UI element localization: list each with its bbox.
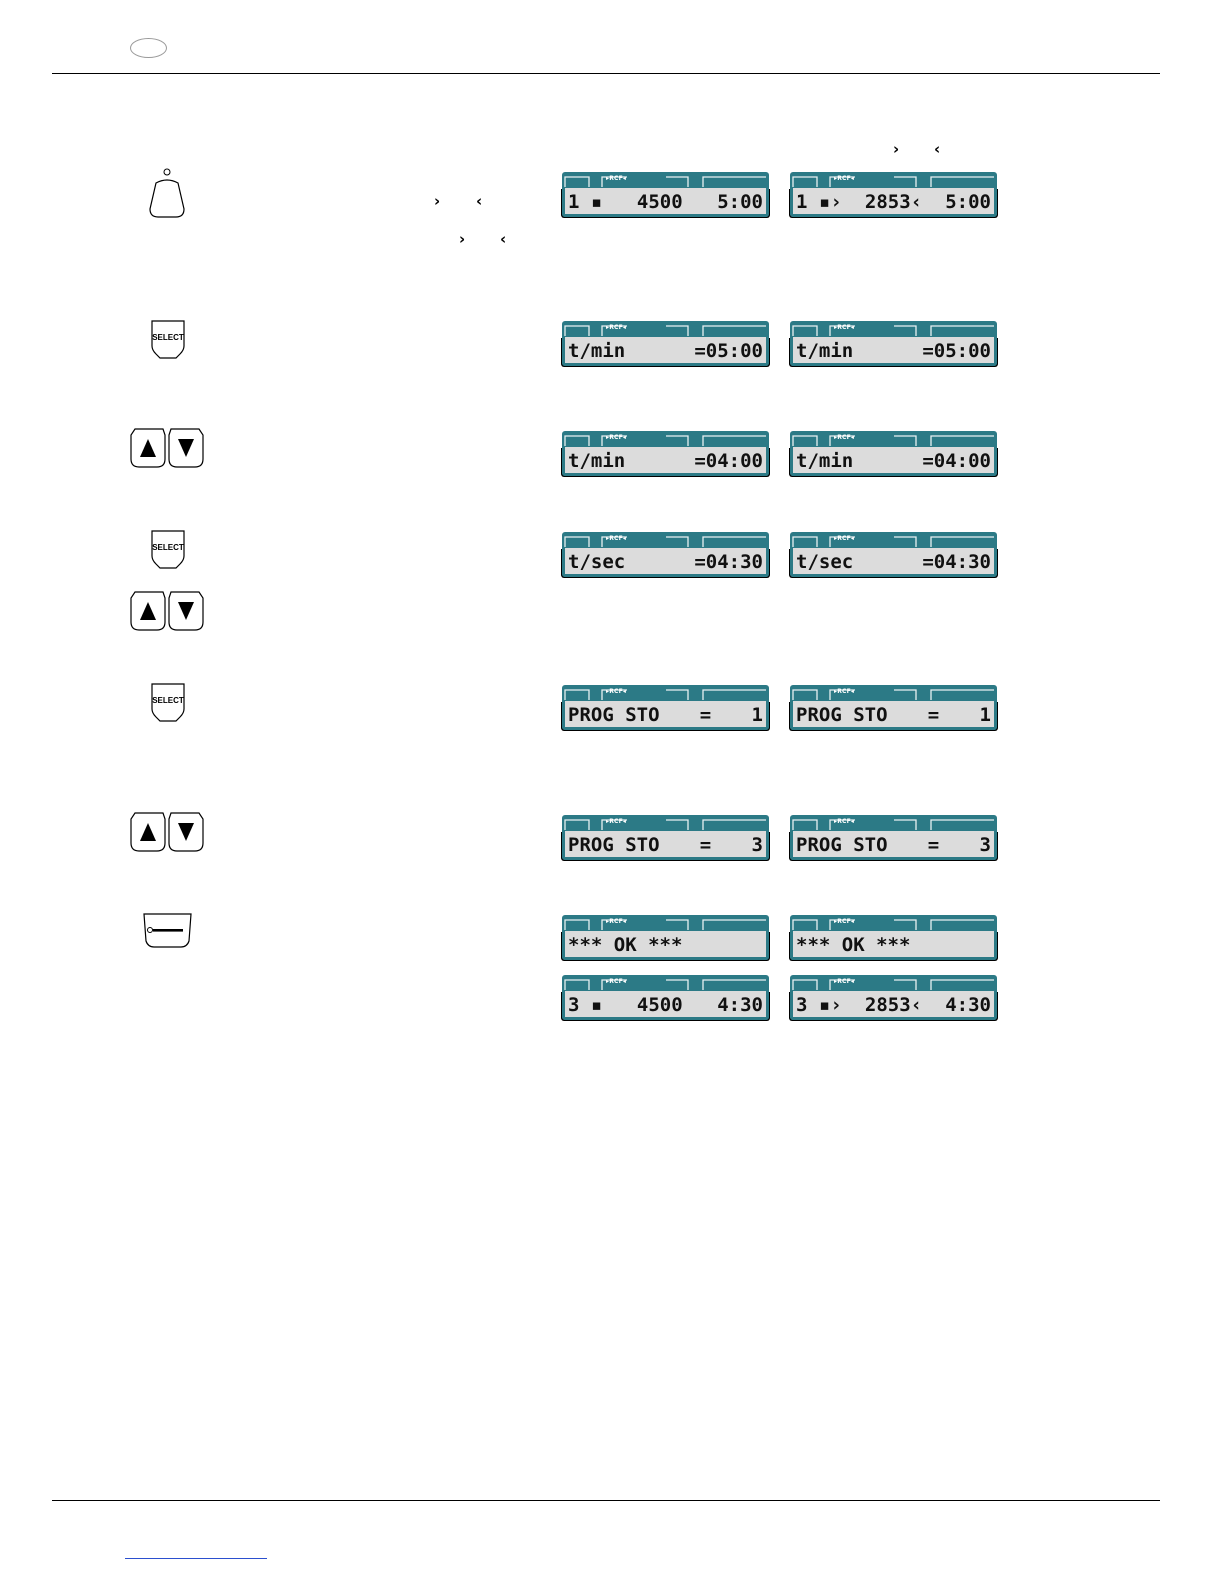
lcd-display-right xyxy=(790,815,997,860)
lcd-segment: =05:00 xyxy=(694,340,763,362)
lcd-display-left xyxy=(562,321,769,366)
lcd-segment: *** OK *** xyxy=(796,934,911,956)
lcd-tab-graphic xyxy=(790,532,997,548)
lcd-display-left xyxy=(562,532,769,577)
chevron-close-glyph: ‹ xyxy=(934,140,941,158)
select-key-label: SELECT xyxy=(152,333,184,342)
lcd-text xyxy=(796,834,991,856)
rcf-indicator: ▸RCF◂ xyxy=(606,918,627,925)
lcd-segment: t/sec xyxy=(568,551,626,573)
lcd-text xyxy=(568,450,763,472)
rcf-indicator: ▸RCF◂ xyxy=(834,688,855,695)
lcd-segment: t/min xyxy=(568,450,626,472)
rcf-indicator: ▸RCF◂ xyxy=(834,818,855,825)
lcd-segment: = xyxy=(927,834,940,856)
chevron-open-glyph: › xyxy=(459,230,466,248)
lcd-segment: 3 ▪ xyxy=(568,994,603,1016)
select-key[interactable] xyxy=(148,681,188,723)
chevron-close-glyph: ‹ xyxy=(476,192,483,210)
up-down-keys[interactable] xyxy=(129,811,207,853)
lcd-text xyxy=(796,551,991,573)
lcd-tab-graphic xyxy=(562,532,769,548)
lcd-segment: t/min xyxy=(796,450,854,472)
header-rule xyxy=(52,73,1160,74)
lcd-text xyxy=(796,450,991,472)
up-down-arrow-icon xyxy=(129,427,207,469)
lcd-segment: = xyxy=(699,834,712,856)
lcd-tab-graphic xyxy=(562,815,769,831)
lcd-segment: PROG STO xyxy=(796,704,888,726)
lcd-tab-graphic xyxy=(562,685,769,701)
select-key[interactable] xyxy=(148,528,188,570)
lcd-text xyxy=(568,834,763,856)
up-down-arrow-icon xyxy=(129,590,207,632)
lcd-text xyxy=(796,340,991,362)
footer-link-underline[interactable] xyxy=(125,1558,267,1559)
lcd-display-right xyxy=(790,685,997,730)
lcd-tab-graphic xyxy=(790,172,997,188)
rcf-indicator: ▸RCF◂ xyxy=(606,175,627,182)
rcf-indicator: ▸RCF◂ xyxy=(834,535,855,542)
lcd-display-left xyxy=(562,915,769,960)
lcd-text xyxy=(568,191,763,213)
lcd-text xyxy=(568,551,763,573)
lcd-text xyxy=(796,704,991,726)
lcd-display-right xyxy=(790,915,997,960)
lcd-tab-graphic xyxy=(790,431,997,447)
lcd-text xyxy=(568,340,763,362)
lcd-segment: 3 ▪› xyxy=(796,994,842,1016)
rcf-indicator: ▸RCF◂ xyxy=(606,434,627,441)
lcd-segment: PROG STO xyxy=(796,834,888,856)
rcf-indicator: ▸RCF◂ xyxy=(834,918,855,925)
lcd-segment: 5:00 xyxy=(717,191,763,213)
lcd-segment: *** OK *** xyxy=(568,934,683,956)
lcd-segment: 4500 xyxy=(636,994,683,1016)
rcf-indicator: ▸RCF◂ xyxy=(834,175,855,182)
lcd-segment: PROG STO xyxy=(568,834,660,856)
lcd-tab-graphic xyxy=(790,975,997,991)
lcd-segment: 2853‹ xyxy=(864,994,923,1016)
lcd-text xyxy=(568,934,763,956)
chevron-open-glyph: › xyxy=(893,140,900,158)
lcd-segment: 1 xyxy=(979,704,991,726)
lcd-tab-graphic xyxy=(562,975,769,991)
lcd-segment: 1 ▪› xyxy=(796,191,842,213)
lcd-segment: =04:00 xyxy=(694,450,763,472)
select-key[interactable] xyxy=(148,318,188,360)
select-key-label: SELECT xyxy=(152,543,184,552)
up-down-arrow-icon xyxy=(129,811,207,853)
lcd-tab-graphic xyxy=(562,431,769,447)
lcd-display-right xyxy=(790,532,997,577)
up-down-keys[interactable] xyxy=(129,427,207,469)
lcd-tab-graphic xyxy=(562,321,769,337)
lcd-display-left xyxy=(562,815,769,860)
lcd-tab-graphic xyxy=(562,915,769,931)
rcf-indicator: ▸RCF◂ xyxy=(606,688,627,695)
program-store-key-icon[interactable] xyxy=(141,911,195,951)
lcd-text xyxy=(568,704,763,726)
lcd-display-right xyxy=(790,172,997,217)
lcd-segment: =04:30 xyxy=(694,551,763,573)
lcd-segment: 3 xyxy=(979,834,991,856)
lcd-segment: =04:30 xyxy=(922,551,991,573)
chevron-open-glyph: › xyxy=(434,192,441,210)
rcf-indicator: ▸RCF◂ xyxy=(834,434,855,441)
lcd-segment: 5:00 xyxy=(945,191,991,213)
lcd-segment: = xyxy=(699,704,712,726)
lcd-segment: 2853‹ xyxy=(864,191,923,213)
lcd-segment: t/min xyxy=(796,340,854,362)
lcd-display-right xyxy=(790,431,997,476)
chevron-close-glyph: ‹ xyxy=(500,230,507,248)
lcd-segment: t/sec xyxy=(796,551,854,573)
language-badge xyxy=(130,38,167,58)
lcd-tab-graphic xyxy=(790,915,997,931)
lcd-segment: PROG STO xyxy=(568,704,660,726)
rcf-indicator: ▸RCF◂ xyxy=(834,978,855,985)
lcd-display-right xyxy=(790,321,997,366)
lcd-text xyxy=(796,191,991,213)
lcd-segment: t/min xyxy=(568,340,626,362)
lcd-segment: 1 ▪ xyxy=(568,191,603,213)
lcd-display-left xyxy=(562,431,769,476)
lcd-segment: =04:00 xyxy=(922,450,991,472)
lcd-segment: 4:30 xyxy=(717,994,763,1016)
lcd-display-left xyxy=(562,685,769,730)
lcd-segment: = xyxy=(927,704,940,726)
lcd-text xyxy=(796,934,991,956)
rcf-indicator: ▸RCF◂ xyxy=(606,978,627,985)
lcd-display-right xyxy=(790,975,997,1020)
lcd-segment: 1 xyxy=(751,704,763,726)
rcf-indicator: ▸RCF◂ xyxy=(606,324,627,331)
rcf-indicator: ▸RCF◂ xyxy=(606,818,627,825)
lcd-display-left xyxy=(562,975,769,1020)
lcd-tab-graphic xyxy=(790,321,997,337)
lcd-text xyxy=(568,994,763,1016)
lcd-tab-graphic xyxy=(562,172,769,188)
rcf-indicator: ▸RCF◂ xyxy=(606,535,627,542)
select-key-label: SELECT xyxy=(152,696,184,705)
lcd-segment: 3 xyxy=(751,834,763,856)
footer-rule xyxy=(52,1500,1160,1501)
lcd-text xyxy=(796,994,991,1016)
lcd-display-left xyxy=(562,172,769,217)
lcd-segment: 4500 xyxy=(636,191,683,213)
lcd-tab-graphic xyxy=(790,685,997,701)
rcf-indicator: ▸RCF◂ xyxy=(834,324,855,331)
lcd-tab-graphic xyxy=(790,815,997,831)
up-down-keys[interactable] xyxy=(129,590,207,632)
start-key-icon[interactable] xyxy=(148,167,188,219)
lcd-segment: 4:30 xyxy=(945,994,991,1016)
lcd-segment: =05:00 xyxy=(922,340,991,362)
